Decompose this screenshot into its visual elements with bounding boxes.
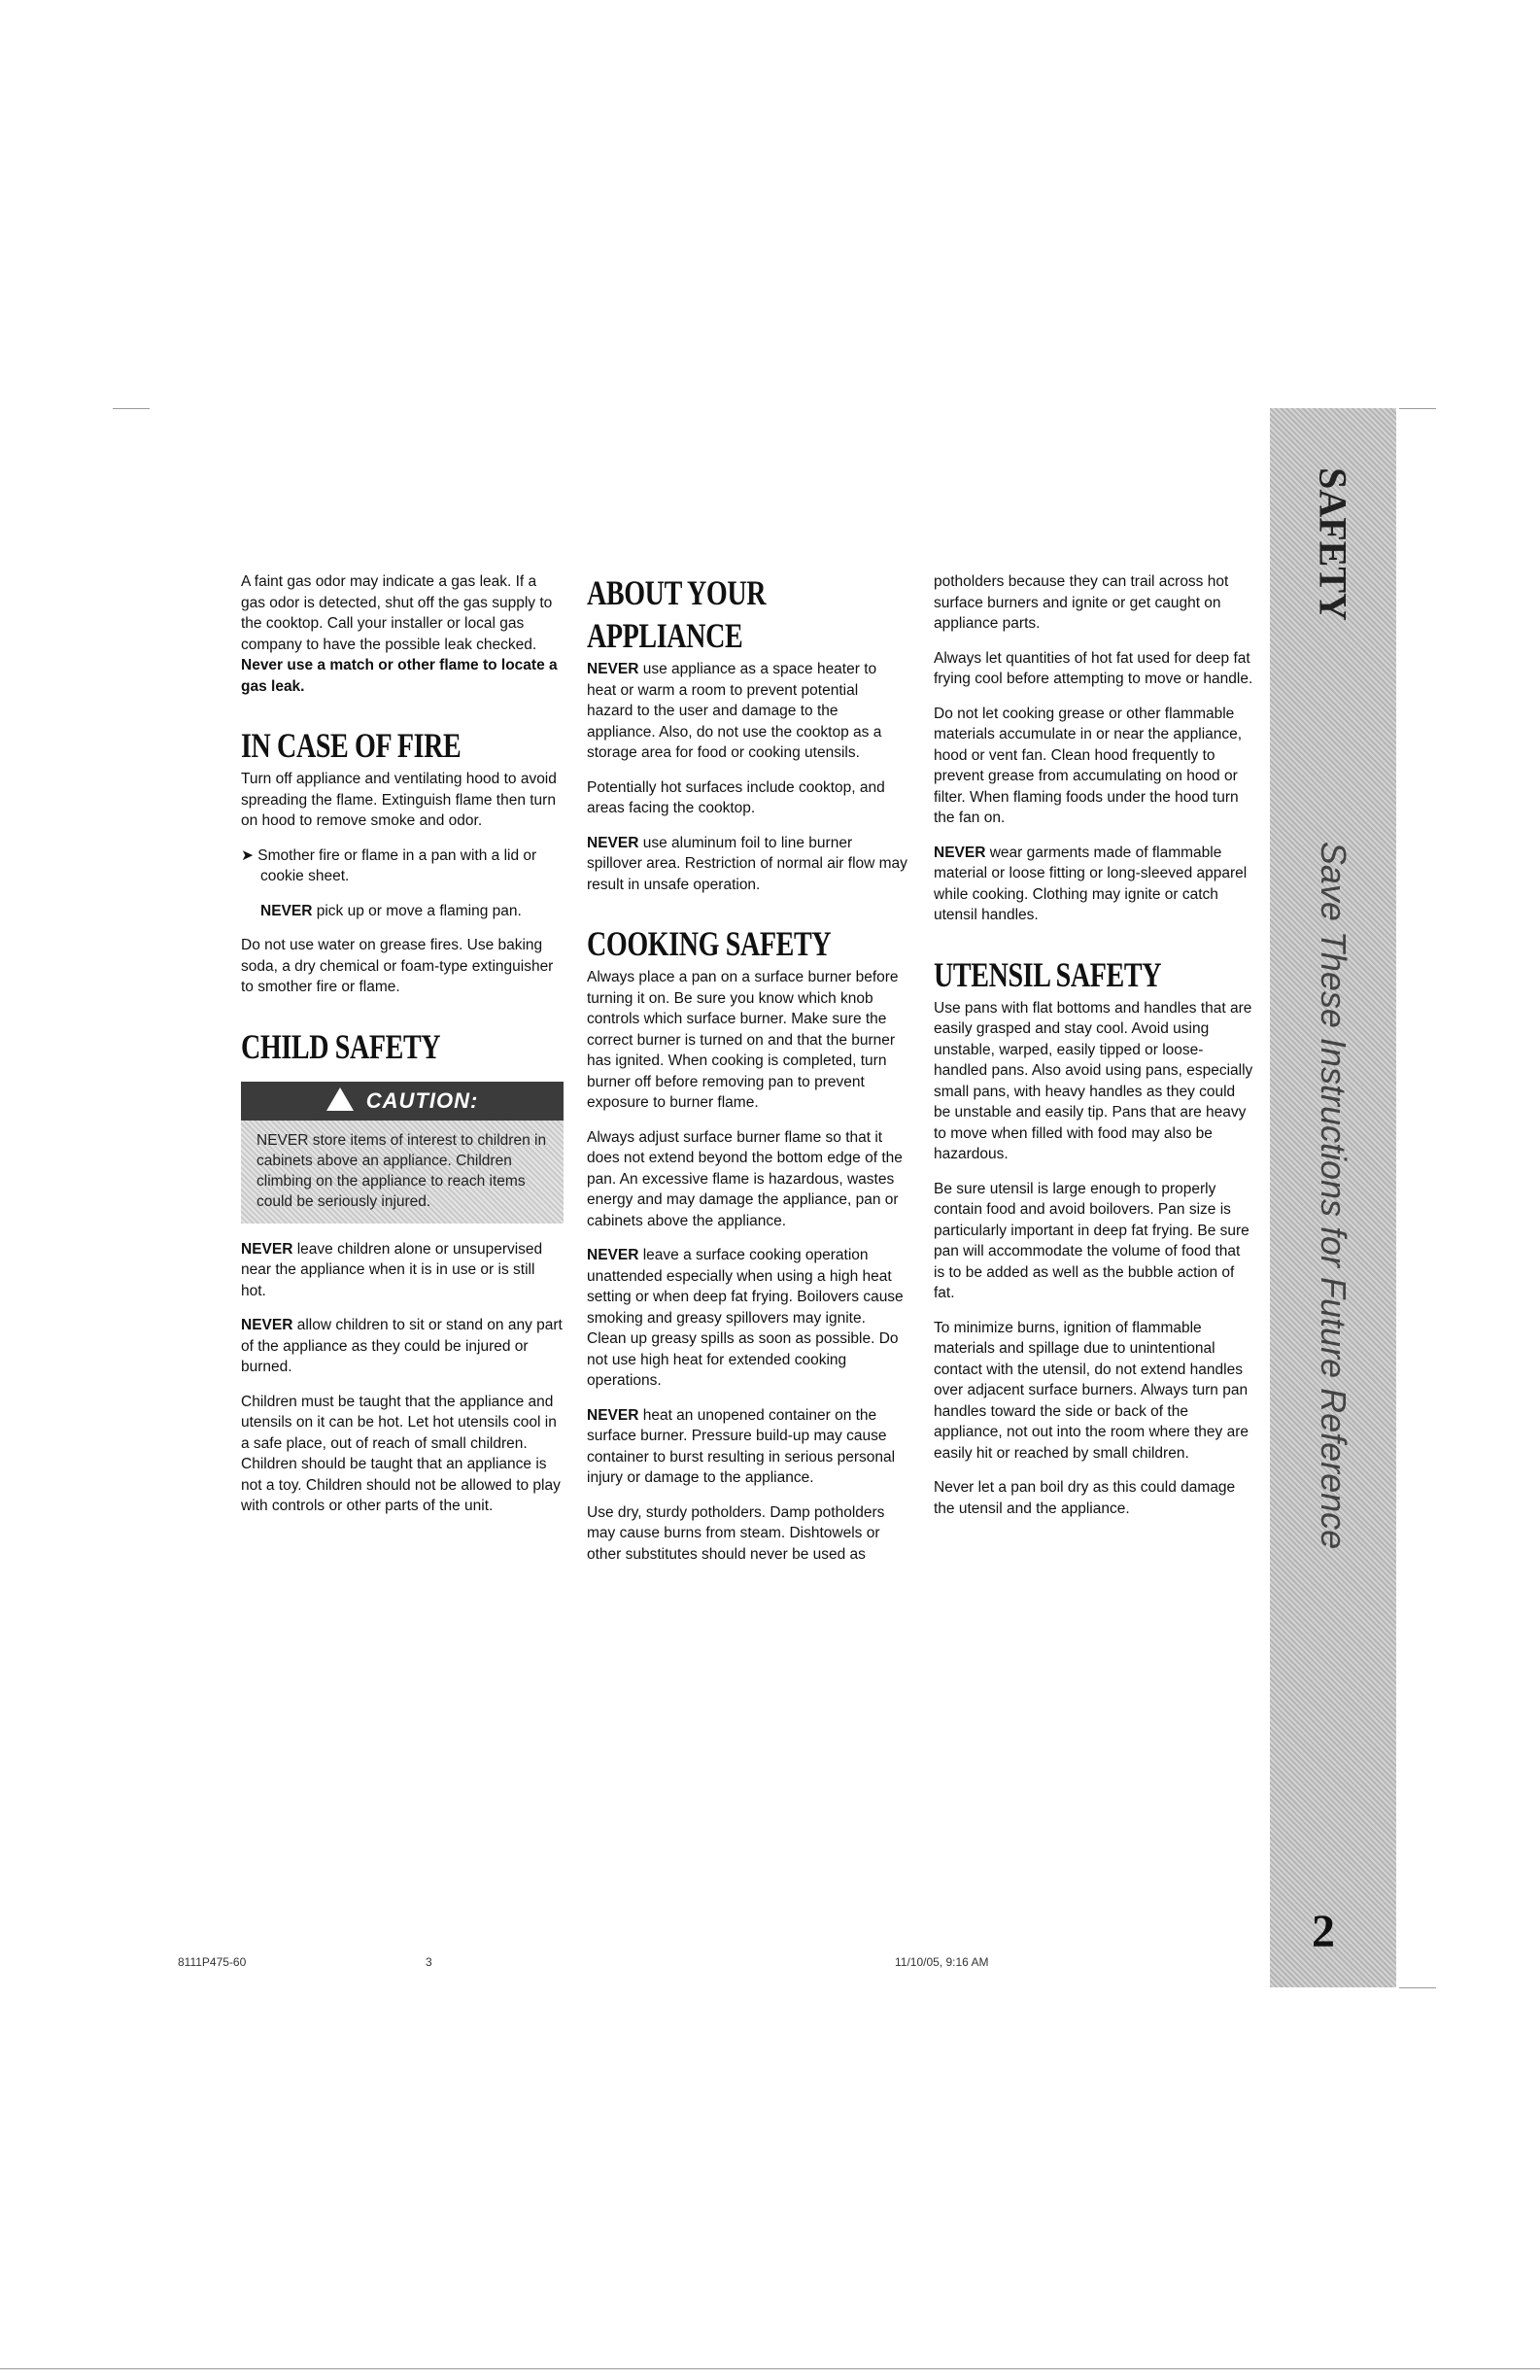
footer-page: 3 xyxy=(426,1955,432,1969)
child-paragraph-3: Children must be taught that the appliance and utensils on it can be hot. Let hot utensils cool in a safe place, out of reach of small children. Children should be taught that an appliance is not a toy. Children should not be allowed to play with controls or other parts of the unit. xyxy=(241,1393,561,1514)
caution-title: CAUTION: xyxy=(365,1087,479,1113)
fire-never-text: pick up or move a flaming pan. xyxy=(312,902,522,919)
crop-mark xyxy=(113,408,150,409)
never-label: NEVER xyxy=(260,902,313,919)
gas-leak-paragraph xyxy=(241,571,564,697)
warning-triangle-icon xyxy=(326,1087,354,1111)
continued-paragraph-1: potholders because they can trail across hot surface burners and ignite or get caught on appliance parts. xyxy=(934,573,1229,632)
about-your-appliance-heading: ABOUT YOUR APPLIANCE xyxy=(587,573,767,655)
cook-p4-text: heat an unopened container on the surface burner. Pressure build-up may cause container to burst resulting in serious personal injury or damage to the appliance. xyxy=(587,1406,896,1486)
arrow-bullet-icon: ➤ xyxy=(241,846,258,864)
crop-mark xyxy=(1399,408,1436,409)
in-case-of-fire-heading: IN CASE OF FIRE xyxy=(241,726,462,765)
gas-leak-text: A faint gas odor may indicate a gas leak. If a gas odor is detected, shut off the gas supply to the cooktop. Call your installer or local gas company to have the possible leak checked. xyxy=(241,573,553,653)
cooking-paragraph-5: Use dry, sturdy potholders. Damp potholders may cause burns from steam. Dishtowels or other substitutes should never be used as xyxy=(587,1503,885,1563)
fire-never-paragraph xyxy=(241,901,564,922)
child-paragraph-1 xyxy=(241,1239,564,1302)
section-tab-title: SAFETY xyxy=(1311,467,1355,621)
never-label: NEVER xyxy=(587,834,639,851)
about-paragraph-1 xyxy=(587,659,907,764)
footer-datetime: 11/10/05, 9:16 AM xyxy=(895,1955,989,1969)
cont-p4-text: wear garments made of flammable material or loose fitting or long-sleeved apparel while cooking. Clothing may ignite or catch utensil handles. xyxy=(934,844,1248,923)
utensil-paragraph-4: Never let a pan boil dry as this could damage the utensil and the appliance. xyxy=(934,1479,1236,1517)
fire-bullet-text: Smother fire or flame in a pan with a lid or cookie sheet. xyxy=(257,846,537,884)
never-label: NEVER xyxy=(587,661,639,677)
about-paragraph-2: Potentially hot surfaces include cooktop, and areas facing the cooktop. xyxy=(587,778,885,816)
cook-p3-text: leave a surface cooking operation unattended especially when using a high heat setting or when deep fat frying. Boilovers cause smoking and greasy spillovers may ignite. Clean up greasy spills as soon as possible. Do not use high heat for extended cooking operations. xyxy=(587,1247,904,1389)
footer-code: 8111P475-60 xyxy=(178,1955,247,1969)
utensil-paragraph-2: Be sure utensil is large enough to properly contain food and avoid boilovers. Pan size is particularly important in deep fat frying. Be sure pan will accommodate the volume of food that is to be added as well as the bubble action of fat. xyxy=(934,1180,1249,1301)
never-label: NEVER xyxy=(934,844,986,861)
cooking-paragraph-3 xyxy=(587,1245,907,1392)
child-safety-heading: CHILD SAFETY xyxy=(241,1026,441,1066)
column-left xyxy=(241,571,564,1531)
never-label: NEVER xyxy=(241,1240,293,1258)
fire-paragraph-3: Do not use water on grease fires. Use baking soda, a dry chemical or foam-type extinguisher to smother fire or flame. xyxy=(241,937,554,995)
column-middle xyxy=(587,571,907,1578)
crop-mark xyxy=(0,2368,1540,2369)
section-tab-subtitle: Save These Instructions for Future Reference xyxy=(1314,841,1353,1550)
caution-text: NEVER store items of interest to children in cabinets above an appliance. Children climbing on the appliance to reach items could be seriously injured. xyxy=(257,1131,547,1210)
page-number: 2 xyxy=(1312,1906,1335,1957)
caution-header xyxy=(241,1082,564,1121)
cooking-paragraph-4 xyxy=(587,1405,907,1489)
child-paragraph-2 xyxy=(241,1315,564,1378)
continued-paragraph-2: Always let quantities of hot fat used for deep fat frying cool before attempting to move or handle. xyxy=(934,649,1253,687)
fire-paragraph-1: Turn off appliance and ventilating hood to avoid spreading the flame. Extinguish flame then turn on hood to remove smoke and odor. xyxy=(241,771,557,829)
caution-box xyxy=(241,1082,564,1224)
about-p3-text: use aluminum foil to line burner spillover area. Restriction of normal air flow may result in unsafe operation. xyxy=(587,834,907,893)
never-label: NEVER xyxy=(587,1247,639,1263)
continued-paragraph-3: Do not let cooking grease or other flammable materials accumulate in or near the appliance, hood or vent fan. Clean hood frequently to prevent grease from accumulating on hood or filter. When flaming foods under the hood turn the fan on. xyxy=(934,705,1243,826)
child-p2-text: allow children to sit or stand on any part of the appliance as they could be injured or burned. xyxy=(241,1317,563,1375)
utensil-safety-heading: UTENSIL SAFETY xyxy=(934,954,1162,994)
gas-leak-warning: Never use a match or other flame to locate a gas leak. xyxy=(241,657,558,695)
child-p1-text: leave children alone or unsupervised near the appliance when it is in use or is still hot. xyxy=(241,1240,543,1299)
never-label: NEVER xyxy=(241,1317,293,1333)
column-right xyxy=(934,571,1254,1533)
fire-bullet xyxy=(241,845,564,887)
about-p1-text: use appliance as a space heater to heat or warm a room to prevent potential hazard to the user and damage to the appliance. Also, do not use the cooktop as a storage area for food or cooking utensils. xyxy=(587,661,882,761)
never-label: NEVER xyxy=(587,1406,639,1424)
continued-paragraph-4 xyxy=(934,843,1254,926)
crop-mark xyxy=(1399,1987,1436,1988)
utensil-paragraph-1: Use pans with flat bottoms and handles that are easily grasped and stay cool. Avoid using unstable, warped, easily tipped or loose-handled pans. Also avoid using pans, especially small pans, with heavy handles as they could be unstable and easily tip. Pans that are heavy to move when filled with food may also be hazardous. xyxy=(934,999,1253,1162)
utensil-paragraph-3: To minimize burns, ignition of flammable materials and spillage due to unintentional contact with the utensil, do not extend handles over adjacent surface burners. Always turn pan handles toward the side or back of the appliance, not out into the room where they are easily hit or reached by small children. xyxy=(934,1319,1249,1462)
cooking-paragraph-2: Always adjust surface burner flame so that it does not extend beyond the bottom edge of the pan. An excessive flame is hazardous, wastes energy and may damage the appliance, pan or cabinets above the appliance. xyxy=(587,1128,903,1229)
cooking-safety-heading: COOKING SAFETY xyxy=(587,924,832,963)
cooking-paragraph-1: Always place a pan on a surface burner before turning it on. Be sure you know which knob controls which surface burner. Make sure the correct burner is turned on and that the burner has ignited. When cooking is completed, turn burner off before removing pan to prevent exposure to burner flame. xyxy=(587,969,899,1111)
about-paragraph-3 xyxy=(587,833,907,896)
